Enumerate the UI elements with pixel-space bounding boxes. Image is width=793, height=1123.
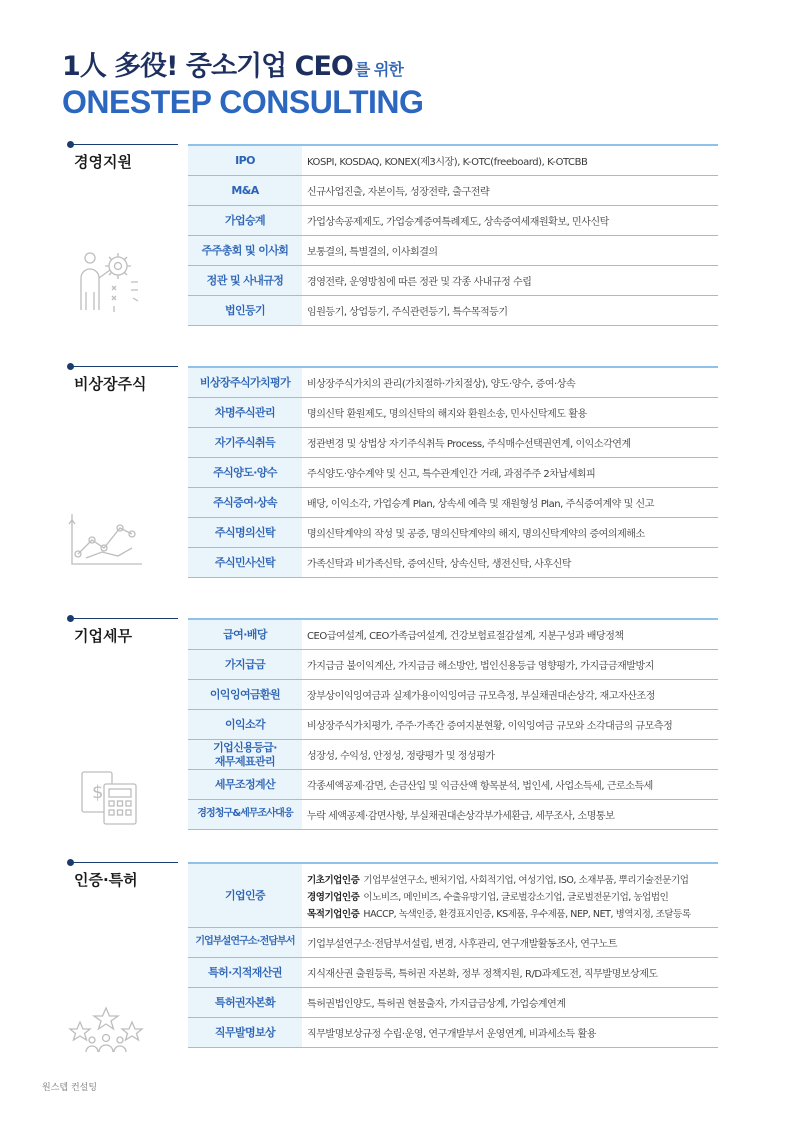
row-label: 기업신용등급· 재무제표관리	[188, 740, 302, 769]
table-row	[188, 236, 718, 266]
table-row	[188, 988, 718, 1018]
row-value: 경영전략, 운영방침에 따른 정관 및 각종 사내규정 수립	[307, 277, 532, 288]
row-label: 경정청구&세무조사대응	[188, 800, 302, 829]
stars-people-icon	[66, 998, 146, 1054]
table-row	[188, 176, 718, 206]
table-row	[188, 740, 718, 770]
row-value: 성장성, 수익성, 안정성, 정량평가 및 정성평가	[307, 751, 495, 762]
table-row	[188, 620, 718, 650]
cert-line-basic	[307, 872, 688, 886]
row-label: 세무조정계산	[188, 770, 302, 799]
section-bullet	[67, 141, 74, 148]
headline-small: 를 위한	[354, 60, 403, 79]
row-label: 차명주식관리	[188, 398, 302, 427]
section-rule	[70, 366, 178, 367]
row-label: M&A	[188, 176, 302, 205]
row-value: 배당, 이익소각, 가업승계 Plan, 상속세 예측 및 재원형성 Plan, 주식증여계약 및 신고	[307, 499, 654, 510]
row-label: 주식양도·양수	[188, 458, 302, 487]
row-value: 기업부설연구소·전담부서설립, 변경, 사후관리, 연구개발활동조사, 연구노트	[307, 939, 618, 950]
cert-line-name: 목적기업인증	[307, 908, 360, 920]
row-value: CEO급여설계, CEO가족급여설계, 건강보험료절감설계, 지분구성과 배당정책	[307, 631, 624, 642]
table-row	[188, 488, 718, 518]
row-value: 각종세액공제·감면, 손금산입 및 익금산액 항목분석, 법인세, 사업소득세, 근로소득세	[307, 781, 653, 792]
section-title: 경영지원	[74, 153, 132, 171]
row-label: 주식증여·상속	[188, 488, 302, 517]
row-value-group	[302, 864, 718, 927]
row-label: 비상장주식가치평가	[188, 368, 302, 397]
row-label: 특허·지적재산권	[188, 958, 302, 987]
table-row	[188, 1018, 718, 1048]
row-label: 가지급금	[188, 650, 302, 679]
row-label: 이익소각	[188, 710, 302, 739]
table-row	[188, 928, 718, 958]
cert-line-text: HACCP, 녹색인증, 환경표지인증, KS제품, 우수제품, NEP, NET, 병역지정, 조달등록	[363, 908, 691, 920]
headline-line1	[62, 44, 403, 83]
section-title: 기업세무	[74, 627, 132, 645]
row-value: 보통결의, 특별결의, 이사회결의	[307, 247, 438, 258]
row-value: 명의신탁 환원제도, 명의신탁의 해지와 환원소송, 민사신탁제도 활용	[307, 409, 587, 420]
line-chart-icon	[66, 510, 146, 570]
row-label: 정관 및 사내규정	[188, 266, 302, 295]
row-label: 자기주식취득	[188, 428, 302, 457]
table-row	[188, 296, 718, 326]
person-gear-icon	[76, 248, 148, 314]
table-management-support	[188, 144, 718, 326]
table-row	[188, 958, 718, 988]
row-value: 가족신탁과 비가족신탁, 증여신탁, 상속신탁, 생전신탁, 사후신탁	[307, 559, 572, 570]
table-row	[188, 518, 718, 548]
section-rule	[70, 144, 178, 145]
table-row	[188, 800, 718, 830]
table-unlisted-stock	[188, 366, 718, 578]
section-title: 비상장주식	[74, 375, 147, 393]
section-rule	[70, 618, 178, 619]
row-label: 주주총회 및 이사회	[188, 236, 302, 265]
row-label: 주식명의신탁	[188, 518, 302, 547]
table-corporate-tax	[188, 618, 718, 830]
row-value: 임원등기, 상업등기, 주식관련등기, 특수목적등기	[307, 307, 508, 318]
row-label: 법인등기	[188, 296, 302, 325]
table-row	[188, 650, 718, 680]
table-certification-patent	[188, 862, 718, 1048]
table-row	[188, 864, 718, 928]
row-value: 명의신탁계약의 작성 및 공증, 명의신탁계약의 해지, 명의신탁계약의 증여의제해소	[307, 529, 645, 540]
row-label: 이익잉여금환원	[188, 680, 302, 709]
row-value: 정관변경 및 상법상 자기주식취득 Process, 주식매수선택권연계, 이익소각연계	[307, 439, 631, 450]
row-label: IPO	[188, 146, 302, 175]
cert-line-name: 경영기업인증	[307, 891, 360, 903]
row-value: 신규사업진출, 자본이득, 성장전략, 출구전략	[307, 187, 490, 198]
table-row	[188, 680, 718, 710]
row-label: 기업부설연구소·전담부서	[188, 928, 302, 957]
row-value: KOSPI, KOSDAQ, KONEX(제3시장), K-OTC(freeboard), K-OTCBB	[307, 157, 588, 168]
footer-text: 원스텝 컨설팅	[42, 1083, 98, 1093]
headline-main: 1人 多役! 중소기업 CEO	[62, 51, 353, 82]
calculator-icon	[76, 768, 142, 826]
row-value: 가지급금 불이익계산, 가지급금 해소방안, 법인신용등급 영향평가, 가지급금재발방지	[307, 661, 654, 672]
table-row	[188, 368, 718, 398]
row-value: 비상장주식가치평가, 주주·가족간 증여지분현황, 이익잉여금 규모와 소각대금의 규모측정	[307, 721, 673, 732]
row-label: 가업승계	[188, 206, 302, 235]
row-value: 비상장주식가치의 관리(가치절하·가치절상), 양도·양수, 증여·상속	[307, 379, 576, 390]
table-row	[188, 266, 718, 296]
row-label: 기업인증	[188, 864, 302, 927]
row-value: 지식재산권 출원등록, 특허권 자본화, 정부 정책지원, R/D과제도전, 직무발명보상제도	[307, 969, 658, 980]
cert-line-text: 이노비즈, 메인비즈, 수출유망기업, 글로벌강소기업, 글로벌전문기업, 농업법인	[363, 891, 669, 903]
row-value: 특허권법인양도, 특허권 현물출자, 가지급금상계, 가업승계연계	[307, 999, 566, 1010]
cert-line-name: 기초기업인증	[307, 874, 360, 886]
table-row	[188, 428, 718, 458]
svg-text:$: $	[92, 782, 104, 803]
section-bullet	[67, 363, 74, 370]
table-row	[188, 770, 718, 800]
table-row	[188, 458, 718, 488]
row-label: 주식민사신탁	[188, 548, 302, 577]
section-title: 인증·특허	[74, 871, 138, 889]
table-row	[188, 206, 718, 236]
section-rule	[70, 862, 178, 863]
row-label: 특허권자본화	[188, 988, 302, 1017]
row-value: 직무발명보상규정 수립·운영, 연구개발부서 운영연계, 비과세소득 활용	[307, 1029, 596, 1040]
headline-line2: ONESTEP CONSULTING	[62, 84, 424, 120]
row-value: 장부상이익잉여금과 실제가용이익잉여금 규모측정, 부실채권대손상각, 재고자산조정	[307, 691, 655, 702]
table-row	[188, 710, 718, 740]
row-value: 가업상속공제제도, 가업승계증여특례제도, 상속증여세재원확보, 민사신탁	[307, 217, 609, 228]
cert-line-purpose	[307, 906, 691, 920]
row-value: 주식양도·양수계약 및 신고, 특수관계인간 거래, 과점주주 2차납세회피	[307, 469, 596, 480]
table-row	[188, 398, 718, 428]
row-label: 급여·배당	[188, 620, 302, 649]
table-row	[188, 548, 718, 578]
cert-line-text: 기업부설연구소, 벤처기업, 사회적기업, 여성기업, ISO, 소재부품, 뿌리기술전문기업	[363, 874, 689, 886]
cert-line-management	[307, 889, 668, 903]
row-label: 직무발명보상	[188, 1018, 302, 1047]
row-value: 누락 세액공제·감면사항, 부실채권대손상각부가세환급, 세무조사, 소명통보	[307, 811, 615, 822]
section-bullet	[67, 859, 74, 866]
section-bullet	[67, 615, 74, 622]
table-row	[188, 146, 718, 176]
